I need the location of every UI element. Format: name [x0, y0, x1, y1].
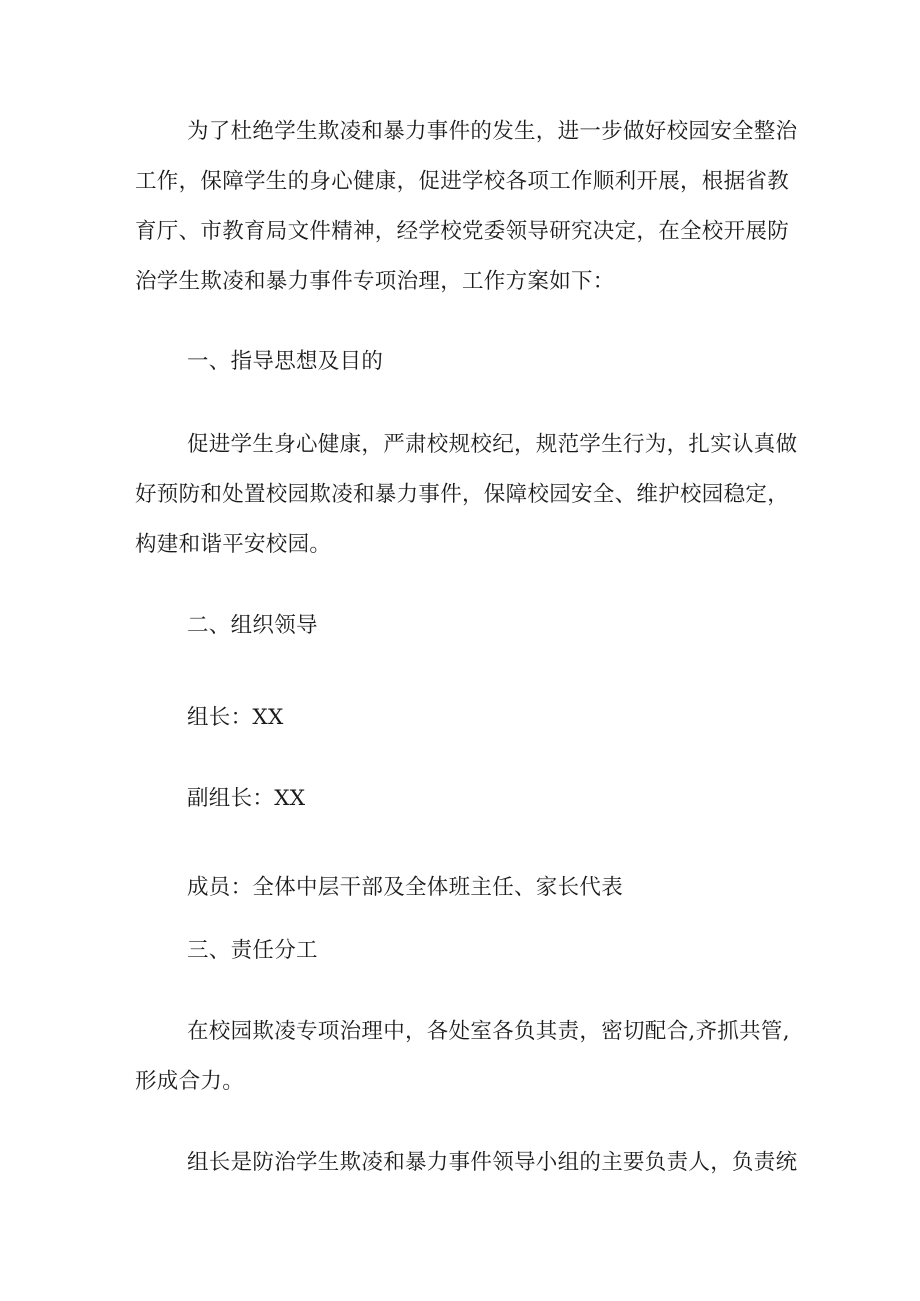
section2-members: 成员：全体中层干部及全体班主任、家长代表	[187, 875, 624, 900]
section1-line-2: 好预防和处置校园欺凌和暴力事件，保障校园安全、维护校园稳定，	[135, 482, 790, 507]
section3-heading: 三、责任分工	[187, 938, 318, 963]
section3-para1-line-2: 形成合力。	[135, 1069, 245, 1094]
intro-line-1: 为了杜绝学生欺凌和暴力事件的发生，进一步做好校园安全整治	[187, 119, 798, 144]
section1-line-3: 构建和谐平安校园。	[135, 532, 332, 557]
section2-leader: 组长：XX	[187, 705, 284, 730]
section3-para2-line-1: 组长是防治学生欺凌和暴力事件领导小组的主要负责人，负责统	[187, 1150, 798, 1175]
intro-line-2: 工作，保障学生的身心健康，促进学校各项工作顺利开展，根据省教	[135, 169, 790, 194]
section1-line-1: 促进学生身心健康，严肃校规校纪，规范学生行为，扎实认真做	[187, 432, 798, 457]
section1-heading: 一、指导思想及目的	[187, 349, 384, 374]
intro-line-4: 治学生欺凌和暴力事件专项治理，工作方案如下：	[135, 269, 615, 294]
section2-deputy: 副组长：XX	[187, 786, 306, 811]
intro-line-3: 育厅、市教育局文件精神，经学校党委领导研究决定，在全校开展防	[135, 219, 790, 244]
section3-para1-line-1: 在校园欺凌专项治理中，各处室各负其责，密切配合,齐抓共管,	[187, 1019, 790, 1044]
section2-heading: 二、组织领导	[187, 613, 318, 638]
